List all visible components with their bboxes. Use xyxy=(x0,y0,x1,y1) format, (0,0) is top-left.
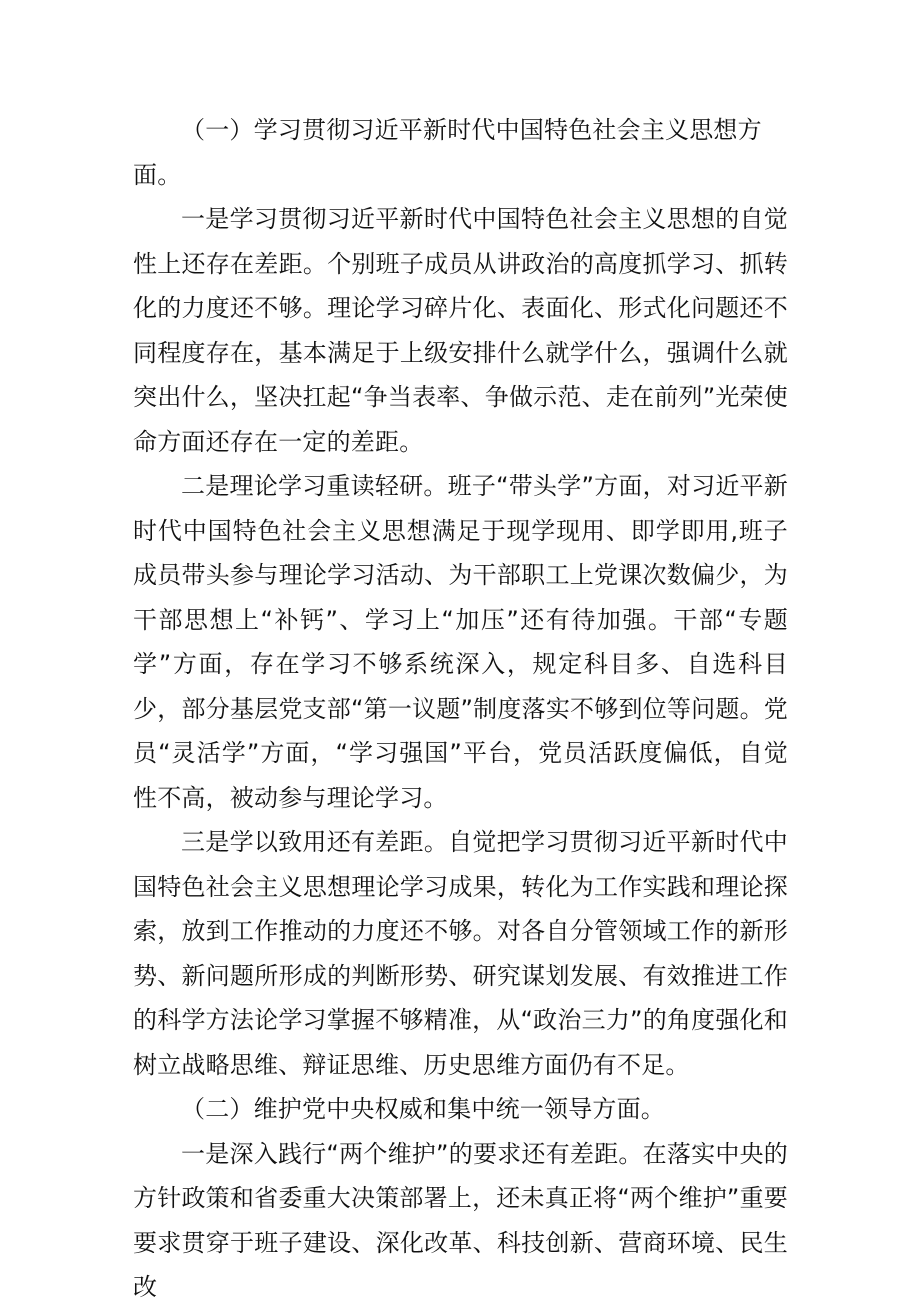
section-heading-2: （二）维护党中央权威和集中统一领导方面。 xyxy=(181,1095,665,1123)
paragraph-4: 一是深入践行“两个维护”的要求还有差距。在落实中央的方针政策和省委重大决策部署上，还未真正将“两个维护”重要要求贯穿于班子建设、深化改革、科技创新、营商环境、民生改 xyxy=(133,1139,788,1301)
paragraph-1: 一是学习贯彻习近平新时代中国特色社会主义思想的自觉性上还存在差距。个别班子成员从讲政治的高度抓学习、抓转化的力度还不够。理论学习碎片化、表面化、形式化问题还不同程度存在，基本满足于上级安排什么就学什么，强调什么就突出什么，坚决扛起“争当表率、争做示范、走在前列”光荣使命方面还存在一定的差距。 xyxy=(133,205,788,456)
paragraph-3: 三是学以致用还有差距。自觉把学习贯彻习近平新时代中国特色社会主义思想理论学习成果，转化为工作实践和理论探索，放到工作推动的力度还不够。对各自分管领域工作的新形势、新问题所形成的判断形势、研究谋划发展、有效推进工作的科学方法论学习掌握不够精准，从“政治三力”的角度强化和树立战略思维、辩证思维、历史思维方面仍有不足。 xyxy=(133,828,788,1079)
section-heading-1: （一）学习贯彻习近平新时代中国特色社会主义思想方面。 xyxy=(133,116,762,189)
paragraph-2: 二是理论学习重读轻研。班子“带头学”方面，对习近平新时代中国特色社会主义思想满足于现学现用、即学即用,班子成员带头参与理论学习活动、为干部职工上党课次数偏少，为干部思想上“补钙”、学习上“加压”还有待加强。干部“专题学”方面，存在学习不够系统深入，规定科目多、自选科目少，部分基层党支部“第一议题”制度落实不够到位等问题。党员“灵活学”方面，“学习强国”平台，党员活跃度偏低，自觉性不高，被动参与理论学习。 xyxy=(133,472,788,812)
document-body xyxy=(133,108,788,1310)
